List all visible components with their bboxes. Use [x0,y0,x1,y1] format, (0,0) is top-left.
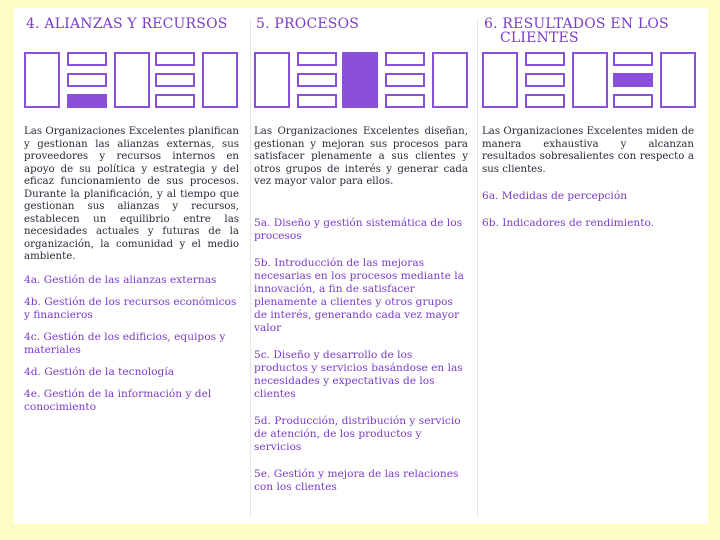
efqm-model-icon [254,52,468,108]
model-stack-enablers [67,52,107,108]
highlight-cell [613,73,653,87]
criterion-item: 4d. Gestión de la tecnología [24,365,175,378]
section-heading: 4. ALIANZAS Y RECURSOS [26,16,228,32]
column-divider [477,18,478,518]
criterion-item: 4e. Gestión de la información y del conocimiento [24,387,212,413]
criterion-item: 5e. Gestión y mejora de las relaciones con los clientes [254,467,459,493]
criterion-item: 4a. Gestión de las alianzas externas [24,273,217,286]
model-stack-enablers [525,52,565,108]
model-box-leadership [24,52,60,108]
criterion-item: 4b. Gestión de los recursos económicos y financieros [24,295,237,321]
criterion-item: 6b. Indicadores de rendimiento. [482,217,655,229]
criterion-item: 5d. Producción, distribución y servicio de atención, de los productos y servicios [254,414,461,453]
model-stack-enablers [297,52,337,108]
section-body: Las Organizaciones Excelentes planifican y gestionan las alianzas externas, sus proveedores y recursos internos en apoyo de su política y estrategia y del eficaz funcionamiento de sus procesos. Durante la planificación, y al tiempo que gestionan sus alianzas y recursos, establecen un equilibrio entre las necesidades actuales y futuras de la organización, la comunidad y el medio ambiente. 4a. Gestión de las alianzas externas 4b. Gestión de los recursos económicos y financieros 4c. Gestión de los edificios, equipos y materiales 4d. Gestión de la tecnología 4e. Gestión de la información y del conocimiento [24,126,239,413]
model-box-key-results [202,52,238,108]
model-box-processes [572,52,608,108]
criterion-item: 5b. Introducción de las mejoras necesarias en los procesos mediante la innovación, a fin de satisfacer plenamente a clientes y otros grupos de interés, generando cada vez mayor valor [254,256,464,334]
criterion-item: 5a. Diseño y gestión sistemática de los procesos [254,216,463,242]
column-divider [250,18,251,518]
criterion-item: 5c. Diseño y desarrollo de los productos y servicios basándose en las necesidades y expectativas de los clientes [254,348,463,400]
model-box-leadership [254,52,290,108]
model-stack-results [385,52,425,108]
section-heading: 5. PROCESOS [256,16,360,32]
efqm-model-icon [482,52,696,108]
model-stack-results [613,52,653,108]
section-body: Las Organizaciones Excelentes miden de manera exhaustiva y alcanzan resultados sobresalientes con respecto a sus clientes. 6a. Medidas de percepción 6b. Indicadores de rendimiento. [482,126,694,229]
efqm-model-icon [24,52,238,108]
model-box-processes-highlight [342,52,378,108]
section-body: Las Organizaciones Excelentes diseñan, gestionan y mejoran sus procesos para satisfacer plenamente a sus clientes y otros grupos de interés y generar cada vez mayor valor para ellos. 5a. Diseño y gestión sistemática de los procesos 5b. Introducción de las mejoras necesarias en los procesos mediante la innovación, a fin de satisfacer plenamente a clientes y otros grupos de interés, generando cada vez mayor valor 5c. Diseño y desarrollo de los productos y servicios basándose en las necesidades y expectativas de los clientes 5d. Producción, distribución y servicio de atención, de los productos y servicios 5e. Gestión y mejora de las relaciones con los clientes [254,126,468,493]
model-box-key-results [660,52,696,108]
model-box-key-results [432,52,468,108]
model-stack-results [155,52,195,108]
highlight-cell [67,94,107,108]
model-box-processes [114,52,150,108]
model-page [14,8,708,524]
criterion-item: 6a. Medidas de percepción [482,190,628,202]
model-box-leadership [482,52,518,108]
criterion-item: 4c. Gestión de los edificios, equipos y materiales [24,330,226,356]
section-heading: 6. RESULTADOS EN LOS CLIENTES [484,16,669,46]
